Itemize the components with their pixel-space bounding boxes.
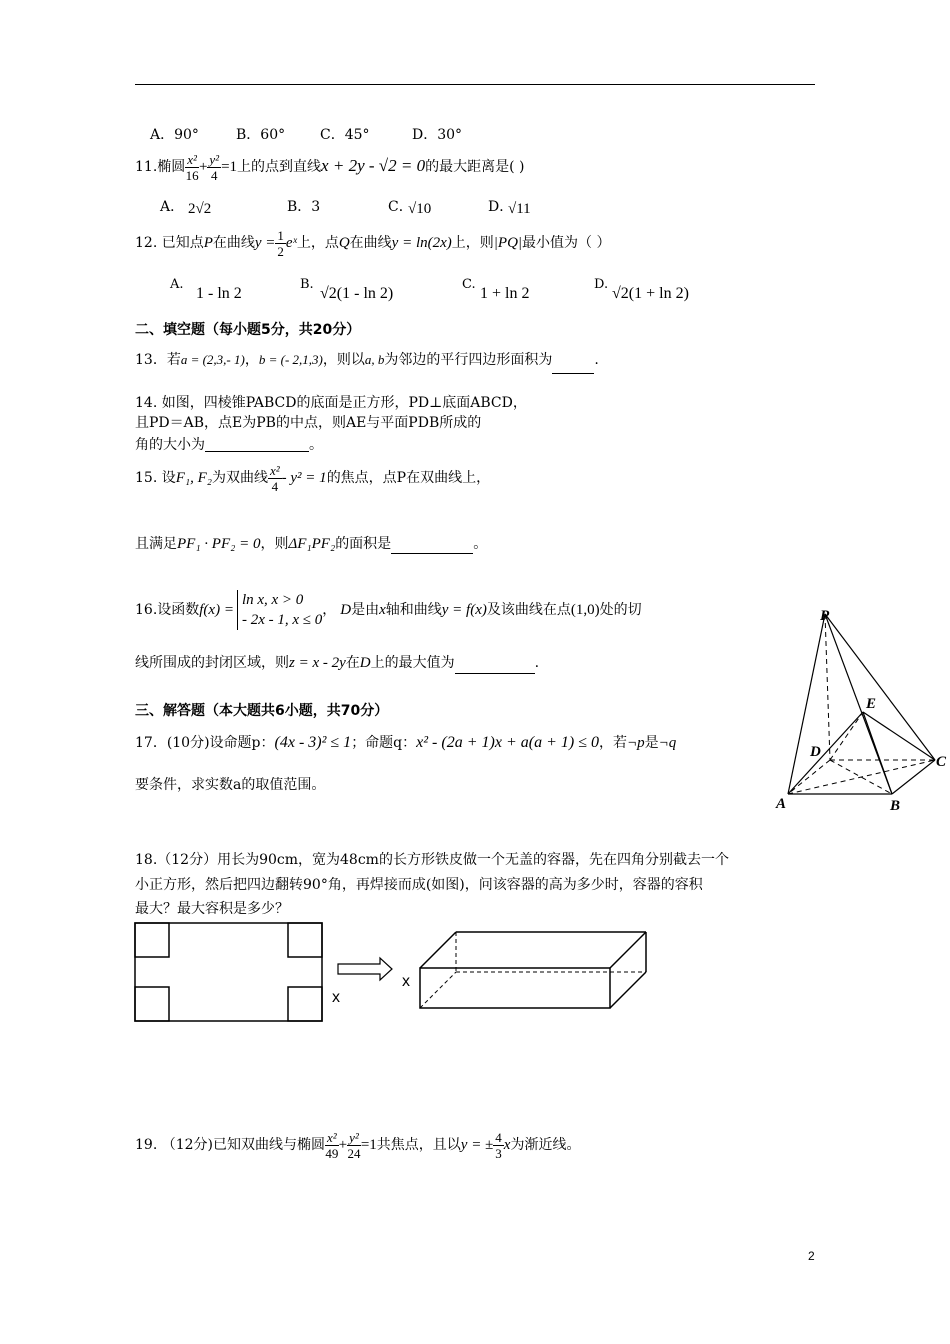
q16-piecewise: ln x, x > 0 - 2x - 1, x ≤ 0 [237,590,322,630]
q10-option-b: B．60° [236,127,286,143]
label-p: P [820,608,830,624]
q10-option-c: C．45° [320,127,370,143]
segment-ec [863,712,935,760]
q11-stem: 11.椭圆 $\frac{\text{x²}}{16}$ + $\frac{\text{y²}}{4}$ =1上的点到直线x + 2y - √2 = 0的最大距离是( ) [135,151,525,183]
q16-stem-line-2: 线所围成的封闭区域，则z = x - 2y在D上的最大值为 . [135,652,539,674]
container-figure [130,918,660,1030]
page-number: 2 [808,1249,815,1263]
q19-stem: 19. （12分)已知双曲线与椭圆 $\frac{\text{x²}}{49}$ + $\frac{\text{y²}}{24}$ =1共焦点，且以y = ± $\frac{4}{3}$ x为渐近线。 [135,1129,581,1161]
label-x-sheet: x [332,989,340,1006]
q16-stem-line-1: 16.设函数f(x) = ln x, x > 0 - 2x - 1, x ≤ 0 ， D是由x轴和曲线y = f(x)及该曲线在点(1,0)处的切 [135,592,642,628]
q18-line-3: 最大？最大容积是多少？ [135,901,289,917]
q19-frac-x: $\frac{\text{x²}}{49}$ [325,1129,339,1161]
edge-pa [788,614,825,794]
q13-answer-blank[interactable] [552,359,594,374]
label-b: B [890,798,901,814]
sheet-rect [135,923,322,1021]
pyramid-figure [770,600,950,815]
label-a: A [776,796,787,812]
q17-stem-line-2: 要条件，求实数a的取值范围。 [135,777,326,793]
q11-number: 11.椭圆 [135,159,186,175]
segment-de [830,712,863,760]
corner-square-tl [135,923,169,957]
q13-stem: 13．若a = (2,3,- 1)，b = (- 2,1,3)，则以a, b为邻边的平行四边形面积为 . [135,346,599,374]
q19-frac-slope: $\frac{4}{3}$ [495,1129,502,1161]
q10-option-d: D．30° [412,127,463,143]
q10-option-a: A．90° [150,127,199,143]
q12-pq: |PQ| [493,235,523,251]
label-e: E [866,696,877,712]
open-box [420,932,646,1008]
section-3-heading: 三、解答题（本大题共6小题，共70分） [135,703,389,719]
q12-option-a-value: 1 - ln 2 [196,285,242,302]
q14-line-1: 14. 如图，四棱锥PABCD的底面是正方形，PD⊥底面ABCD， [135,395,527,411]
q12-curve2: y = ln(2x) [391,235,452,251]
q11-option-d-value: √11 [508,201,531,217]
q15-condition: PF₁ · PF₂ = 0 [177,536,261,552]
q12-frac-half: $\frac{1}{2}$ [277,227,284,259]
q13-vector-a: a = (2,3,- 1) [180,352,245,367]
q17-q-expression: x² - (2a + 1)x + a(a + 1) ≤ 0 [416,734,599,751]
q15-stem-line-1: 15. 设F₁, F₂为双曲线 $\frac{\text{x²}}{4}$ - y² = 1的焦点，点P在双曲线上， [135,462,491,494]
q12-option-c-value: 1 + ln 2 [480,285,530,302]
q12-stem: 12. 已知点P在曲线y = $\frac{1}{2}$ eˣ上，点Q在曲线y = ln(2x)上，则|PQ|最小值为（ ） [135,227,611,259]
section-2-heading: 二、填空题（每小题5分，共20分） [135,322,361,338]
label-d: D [810,744,821,760]
q11-line-expression: x + 2y - √2 = 0 [321,156,426,175]
q11-frac-y: $\frac{\text{y²}}{4}$ [209,151,220,183]
q14-line-2: 且PD＝AB，点E为PB的中点，则AE与平面PDB所成的 [135,415,482,431]
q13-vector-b: b = (- 2,1,3) [258,352,323,367]
q15-answer-blank[interactable] [391,539,473,554]
q16-answer-blank[interactable] [455,659,535,674]
q11-option-a-value: 2√2 [188,201,212,217]
q11-option-c-value: √10 [408,201,432,217]
q17-stem-line-1: 17．(10分)设命题p：(4x - 3)² ≤ 1；命题q：x² - (2a + 1)x + a(a + 1) ≤ 0，若¬p是¬q [135,734,677,751]
q18-line-2: 小正方形，然后把四边翻转90°角，再焊接而成(如图)，问该容器的高为多少时，容器的容积 [135,877,703,893]
corner-square-bl [135,987,169,1021]
corner-square-tr [288,923,322,957]
q11-frac-x: $\frac{\text{x²}}{16}$ [185,151,199,183]
edge-pd [825,614,830,760]
q17-p-expression: (4x - 3)² ≤ 1 [274,734,352,751]
q15-frac-x: $\frac{\text{x²}}{4}$ [269,462,280,494]
q15-stem-line-2: 且满足PF₁ · PF₂ = 0，则ΔF₁PF₂的面积是 。 [135,536,488,552]
corner-square-br [288,987,322,1021]
label-c: C [936,754,947,770]
segment-eb [863,712,892,794]
q12-option-b-value: √2(1 - ln 2) [320,285,394,302]
label-x-box: x [402,973,410,990]
q14-answer-blank[interactable] [205,437,309,452]
box-hidden-edges [420,932,646,1008]
arrow-icon [338,958,392,980]
q12-option-d-value: √2(1 + ln 2) [612,285,689,302]
header-rule [135,84,815,85]
q14-line-3: 角的大小为 。 [135,437,323,453]
edge-pc [825,614,935,760]
q19-frac-y: $\frac{\text{y²}}{24}$ [347,1129,361,1161]
q18-line-1: 18.（12分）用长为90cm，宽为48cm的长方形铁皮做一个无盖的容器，先在四角分别截去一个 [135,852,729,868]
segment-ae [788,712,863,794]
q11-option-b: B．3 [287,199,321,215]
